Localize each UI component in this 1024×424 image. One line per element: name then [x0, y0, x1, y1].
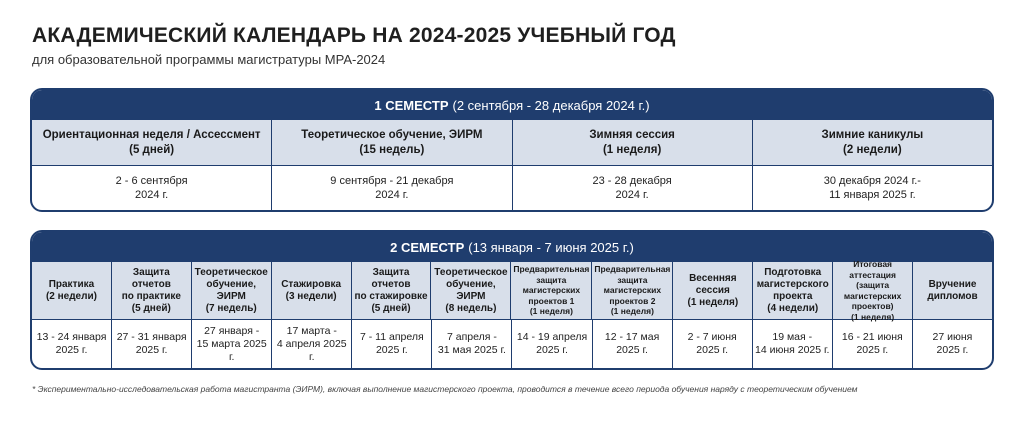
page-subtitle: для образовательной программы магистратуры MPA-2024: [32, 52, 386, 67]
period-name-cell: [513, 120, 753, 165]
cell-line: 2024 г.: [134, 189, 169, 201]
semester-1-period-names: [32, 120, 992, 166]
cell-line: (1 неделя): [687, 296, 739, 308]
cell-line: 19 мая -: [772, 331, 813, 343]
cell-line: 14 июня 2025 г.: [755, 344, 830, 356]
cell-line: аттестация (защита: [849, 269, 896, 290]
semester-2-period-dates: [32, 320, 992, 368]
cell-line: (5 дней): [371, 302, 411, 314]
period-name-cell: [592, 262, 673, 319]
semester-1-range: (2 сентября - 28 декабря 2024 г.): [452, 97, 650, 113]
period-name-cell: [272, 262, 352, 319]
cell-line: 4 апреля 2025 г.: [276, 337, 347, 363]
cell-line: 9 сентября - 21 декабря: [330, 175, 454, 187]
period-name-cell: [833, 259, 913, 322]
cell-line: Защита отчетов: [371, 266, 411, 290]
cell-line: Подготовка: [764, 266, 822, 278]
cell-line: 2 - 6 сентября: [115, 175, 188, 187]
period-dates-cell: [913, 320, 992, 368]
period-dates-cell: [32, 320, 112, 368]
period-dates-cell: [593, 320, 673, 368]
cell-line: 2024 г.: [375, 189, 409, 201]
period-dates-cell: [352, 320, 432, 368]
cell-line: 27 - 31 января: [116, 331, 187, 343]
cell-line: (1 неделя): [610, 306, 654, 317]
period-name-cell: [32, 262, 112, 319]
period-dates-cell: [112, 320, 192, 368]
cell-line: по практике: [121, 290, 181, 302]
cell-line: проектов 1: [528, 295, 575, 306]
period-name: Ориентационная неделя / Ассессмент: [42, 128, 261, 141]
cell-line: 27 июня: [932, 331, 973, 343]
cell-line: 7 апреля -: [447, 331, 497, 343]
period-name-cell: [192, 262, 272, 319]
cell-line: Весенняя: [689, 272, 737, 284]
cell-line: Теоретическое: [434, 266, 508, 278]
cell-line: Итоговая: [853, 259, 893, 269]
period-dates-cell: [512, 320, 592, 368]
semester-2-header: [32, 232, 992, 262]
cell-line: (8 недель): [445, 302, 497, 314]
cell-line: Практика: [48, 278, 95, 290]
cell-line: по стажировке: [354, 290, 428, 302]
cell-line: Вручение: [928, 278, 977, 290]
period-name-cell: [753, 120, 992, 165]
cell-line: (2 недели): [45, 290, 97, 302]
period-dates-cell: [753, 320, 833, 368]
cell-line: дипломов: [927, 290, 978, 302]
period-dates-cell: [272, 320, 352, 368]
cell-line: 7 - 11 апреля: [360, 331, 424, 343]
cell-line: (7 недель): [205, 302, 257, 314]
cell-line: Стажировка: [281, 278, 342, 290]
semester-2-label: 2 СЕМЕСТР: [390, 239, 465, 255]
cell-line: 2025 г.: [55, 344, 88, 356]
period-name: Зимние каникулы: [821, 128, 924, 141]
period-name-cell: [32, 120, 272, 165]
cell-line: 17 марта -: [286, 324, 337, 337]
semester-2-table: [30, 230, 994, 370]
period-name: Зимняя сессия: [589, 128, 675, 141]
cell-line: 14 - 19 апреля: [516, 331, 588, 343]
period-duration: (2 недели): [843, 143, 902, 156]
cell-line: магистерских: [603, 285, 662, 296]
cell-line: обучение, ЭИРМ: [206, 278, 257, 302]
cell-line: Предварительная: [513, 264, 590, 275]
period-name-cell: [431, 262, 511, 319]
cell-line: 2025 г.: [536, 344, 568, 356]
cell-line: 31 мая 2025 г.: [437, 344, 506, 356]
cell-line: (1 неделя): [851, 311, 895, 322]
cell-line: (4 недели): [767, 302, 819, 314]
cell-line: 27 января -: [204, 324, 260, 337]
cell-line: проекта: [773, 290, 813, 302]
cell-line: 2025 г.: [856, 344, 889, 356]
cell-line: 2025 г.: [696, 344, 729, 356]
cell-line: 12 - 17 мая: [604, 331, 660, 343]
cell-line: обучение, ЭИРМ: [446, 278, 496, 302]
period-duration: (5 дней): [129, 143, 175, 156]
cell-line: 2025 г.: [616, 344, 648, 356]
cell-line: Предварительная: [594, 264, 671, 275]
semester-1-table: [30, 88, 994, 212]
period-dates-cell: [753, 166, 992, 210]
cell-line: 11 января 2025 г.: [829, 189, 916, 201]
period-name-cell: [753, 262, 833, 319]
cell-line: 2025 г.: [936, 344, 969, 356]
semester-1-period-dates: [32, 166, 992, 210]
cell-line: магистерских: [522, 285, 581, 296]
cell-line: Защита отчетов: [131, 266, 171, 290]
period-name-cell: [352, 262, 432, 319]
cell-line: 16 - 21 июня: [841, 331, 903, 343]
cell-line: проектов): [851, 301, 894, 311]
cell-line: проектов 2: [609, 295, 656, 306]
page-title: АКАДЕМИЧЕСКИЙ КАЛЕНДАРЬ НА 2024-2025 УЧЕБНЫЙ ГОД: [32, 24, 676, 47]
cell-line: защита: [617, 274, 648, 285]
semester-1-label: 1 СЕМЕСТР: [374, 97, 449, 113]
cell-line: 15 марта 2025 г.: [196, 337, 267, 363]
cell-line: (5 дней): [131, 302, 171, 314]
period-name-cell: [112, 262, 192, 319]
period-dates-cell: [673, 320, 753, 368]
period-duration: (15 недель): [359, 143, 425, 156]
cell-line: (3 недели): [285, 290, 337, 302]
cell-line: Теоретическое: [194, 266, 268, 278]
period-name-cell: [511, 262, 592, 319]
semester-2-range: (13 января - 7 июня 2025 г.): [468, 239, 634, 255]
period-name-cell: [913, 262, 992, 319]
period-dates-cell: [833, 320, 913, 368]
footnote: * Экспериментально-исследовательская работа магистранта (ЭИРМ), включая выполнение магистерского проекта, проводится в течение всего периода обучения наряду с теоретическим обучением: [32, 384, 858, 394]
cell-line: 2025 г.: [375, 344, 408, 356]
period-name-cell: [272, 120, 512, 165]
cell-line: 23 - 28 декабря: [592, 175, 672, 187]
period-dates-cell: [192, 320, 272, 368]
period-dates-cell: [513, 166, 753, 210]
cell-line: (1 неделя): [529, 306, 573, 317]
cell-line: 2 - 7 июня: [687, 331, 737, 343]
cell-line: защита: [536, 274, 567, 285]
period-dates-cell: [32, 166, 272, 210]
period-duration: (1 неделя): [602, 143, 662, 156]
period-dates-cell: [272, 166, 512, 210]
period-name-cell: [673, 262, 753, 319]
cell-line: 2025 г.: [135, 344, 168, 356]
cell-line: сессия: [695, 284, 730, 296]
cell-line: 13 - 24 января: [36, 331, 107, 343]
cell-line: магистерского: [756, 278, 829, 290]
cell-line: 2024 г.: [615, 189, 649, 201]
cell-line: 30 декабря 2024 г.-: [823, 175, 921, 187]
cell-line: магистерских: [843, 290, 902, 301]
period-name: Теоретическое обучение, ЭИРМ: [301, 128, 483, 141]
period-dates-cell: [432, 320, 512, 368]
semester-1-header: [32, 90, 992, 120]
semester-2-period-names: [32, 259, 992, 322]
